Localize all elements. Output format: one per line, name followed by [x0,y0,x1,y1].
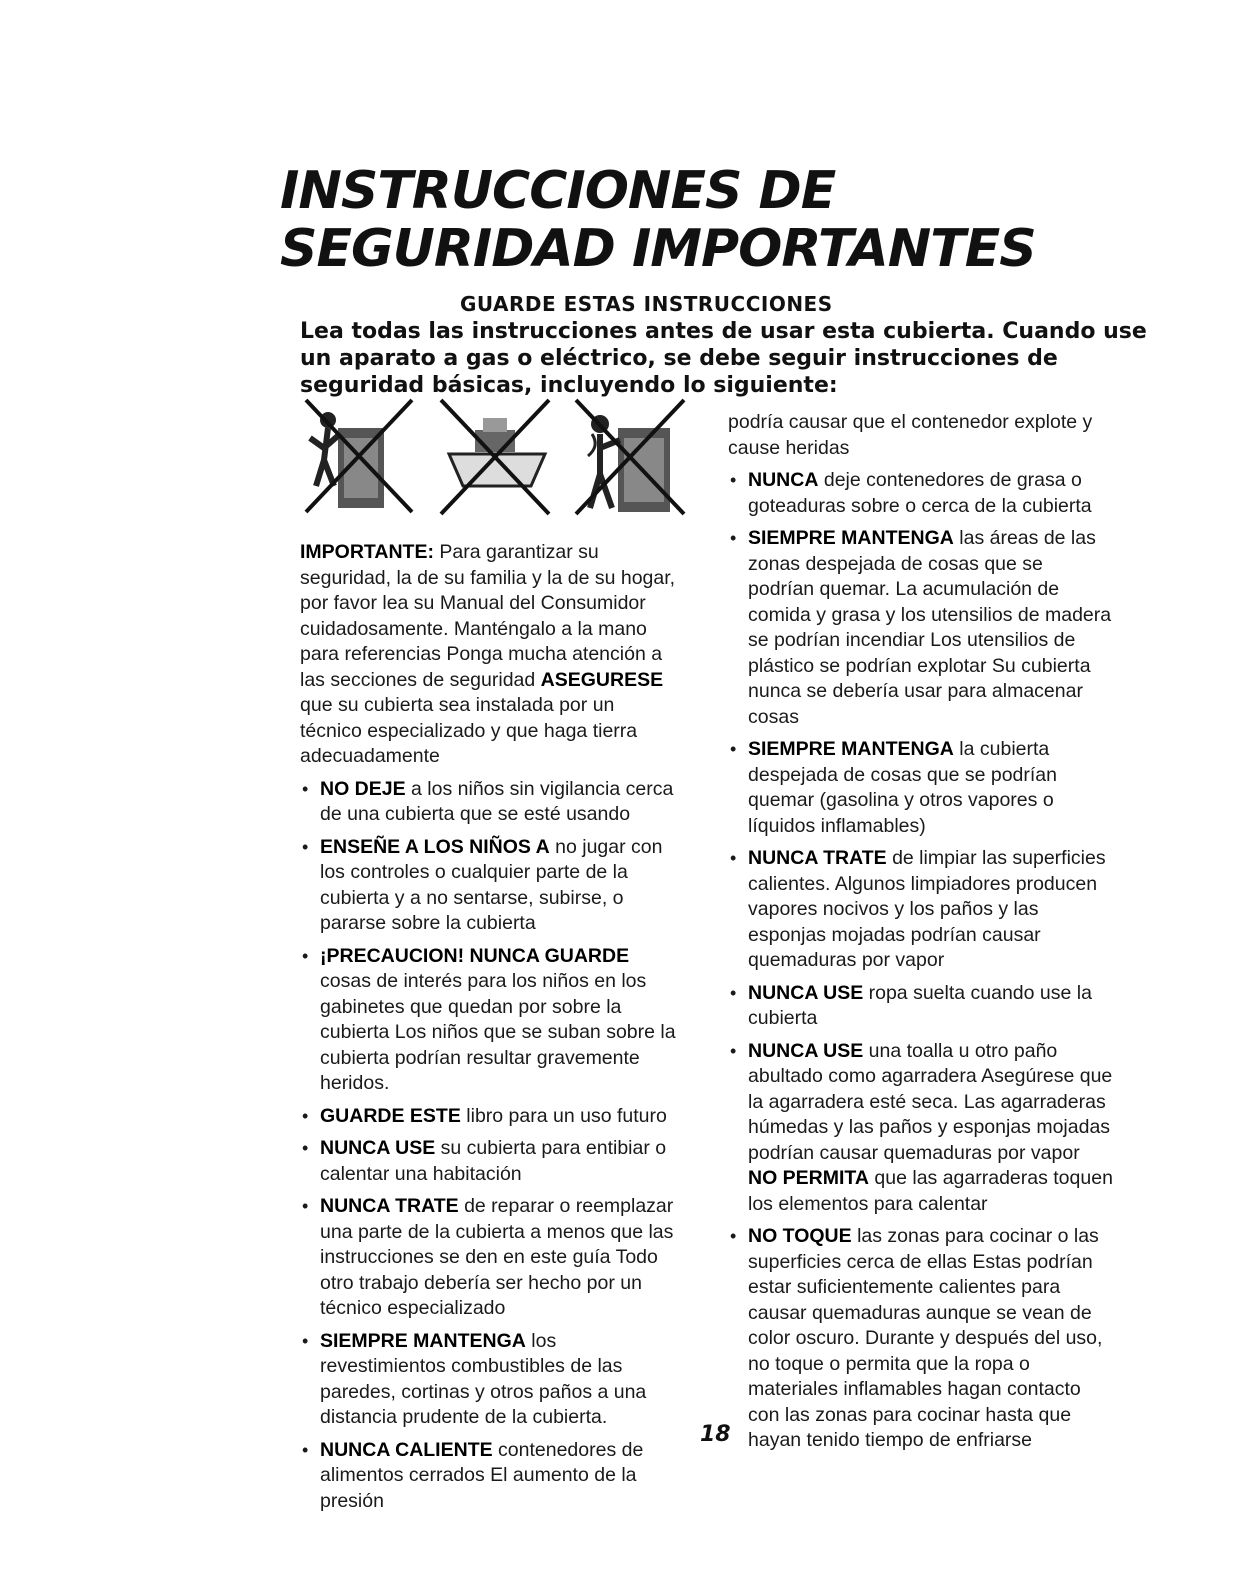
item-text: las áreas de las zonas despejada de cosas que se podrían quemar. La acumulación de comida y grasa y los utensilios de madera se podrían incendiar Los utensilios de plástico se podrían explotar Su cubierta nunca se debería usar para almacenar cosas [748,527,1112,728]
item-label: NUNCA TRATE [320,1195,459,1217]
item-label: SIEMPRE MANTENGA [748,738,954,760]
list-item [728,526,1113,730]
important-text: Para garantizar su seguridad, la de su familia y la de su hogar, por favor lea su Manual del Consumidor cuidadosamente. Manténgalo a la mano para referencias Ponga mucha atención a las secciones de seguridad [300,541,676,691]
list-item [300,1136,680,1187]
list-item [300,1104,680,1130]
item-label-secondary: NO PERMITA [748,1167,869,1189]
child-climbing-warning-icon [300,390,420,520]
list-item [728,1224,1113,1454]
item-label: ENSEÑE A LOS NIÑOS A [320,835,550,858]
item-text: las zonas para cocinar o las superficies cerca de ellas Estas podrían estar suficientemente calientes para causar quemaduras aunque se vean de color oscuro. Durante y después del uso, no toque o permita que la ropa o materiales inflamables hagan contacto con las zonas para cocinar hasta que hayan tenido tiempo de enfriarse [748,1225,1103,1451]
item-text: los revestimientos combustibles de las paredes, cortinas y otros paños a una distancia prudente de la cubierta. [320,1329,647,1428]
item-label: SIEMPRE MANTENGA [320,1329,526,1352]
section-subtitle: GUARDE ESTAS INSTRUCCIONES [460,292,833,316]
item-text: cosas de interés para los niños en los gabinetes que quedan por sobre la cubierta Los niños que se suban sobre la cubierta podrían resultar gravemente heridos. [320,970,676,1094]
important-label: IMPORTANTE: [300,541,434,563]
item-label: ¡PRECAUCION! NUNCA GUARDE [320,944,630,967]
list-item [300,944,680,1097]
page-title [280,162,1180,278]
left-safety-list [300,777,680,1515]
item-label: SIEMPRE MANTENGA [748,527,954,549]
item-label: NUNCA [748,469,819,491]
person-fire-warning-icon [570,390,690,520]
page-number: 18 [700,1422,731,1447]
list-item [728,846,1113,974]
item-label: NUNCA USE [748,981,864,1004]
item-text: a los niños sin vigilancia cerca de una cubierta que se esté usando [320,777,674,825]
warning-icons [300,390,680,530]
title-line-2: SEGURIDAD IMPORTANTES [280,219,1036,279]
item-text: contenedores de alimentos cerrados El aumento de la presión [320,1438,644,1512]
item-label: NUNCA TRATE [748,847,887,869]
list-item [728,737,1113,839]
item-text: una toalla u otro paño abultado como agarradera Asegúrese que la agarradera esté seca. Las agarraderas húmedas y las paños y esponjas mojadas podrían causar quemaduras por vapor [748,1039,1113,1164]
list-item [300,1438,680,1515]
list-item [728,1039,1113,1218]
item-text: de reparar o reemplazar una parte de la cubierta a menos que las instrucciones se den en este guía Todo otro trabajo debería ser hecho por un técnico especializado [320,1195,674,1319]
list-item [728,468,1113,519]
item-text: su cubierta para entibiar o calentar una habitación [320,1137,667,1185]
item-text: la cubierta despejada de cosas que se podrían quemar (gasolina y otros vapores o líquidos inflamables) [748,738,1057,837]
right-safety-list [728,468,1113,1454]
list-item [300,777,680,828]
item-label: NO TOQUE [748,1225,852,1247]
continuation-paragraph: podría causar que el contenedor explote y cause heridas [728,411,1093,459]
left-column [300,540,680,1521]
cooktop-storage-warning-icon [435,390,555,520]
title-line-1: INSTRUCCIONES DE [280,161,836,221]
list-item [728,981,1113,1032]
list-item [300,835,680,937]
list-item [300,1194,680,1322]
right-column [728,410,1113,1461]
asegurese-text: que su cubierta sea instalada por un técnico especializado y que haga tierra adecuadamente [300,694,638,767]
item-text: libro para un uso futuro [466,1104,667,1127]
asegurese-label: ASEGURESE [540,668,664,691]
intro-paragraph: Lea todas las instrucciones antes de usar esta cubierta. Cuando use un aparato a gas o eléctrico, se debe seguir instrucciones de seguridad básicas, incluyendo lo siguiente: [300,319,1147,398]
list-item [300,1329,680,1431]
item-text: no jugar con los controles o cualquier parte de la cubierta y a no sentarse, subirse, o pararse sobre la cubierta [320,835,663,934]
item-text: de limpiar las superficies calientes. Algunos limpiadores producen vapores nocivos y los paños y las esponjas mojadas podrían causar quemaduras por vapor [748,847,1106,971]
item-label: NUNCA USE [320,1137,436,1159]
item-label: NUNCA USE [748,1039,864,1062]
item-text: ropa suelta cuando use la cubierta [748,981,1092,1029]
important-paragraph [300,540,680,770]
item-text-secondary: que las agarraderas toquen los elementos para calentar [748,1167,1113,1215]
item-label: NUNCA CALIENTE [320,1438,493,1461]
item-label: GUARDE ESTE [320,1104,461,1127]
item-label: NO DEJE [320,777,406,800]
item-text: deje contenedores de grasa o goteaduras sobre o cerca de la cubierta [748,469,1092,517]
